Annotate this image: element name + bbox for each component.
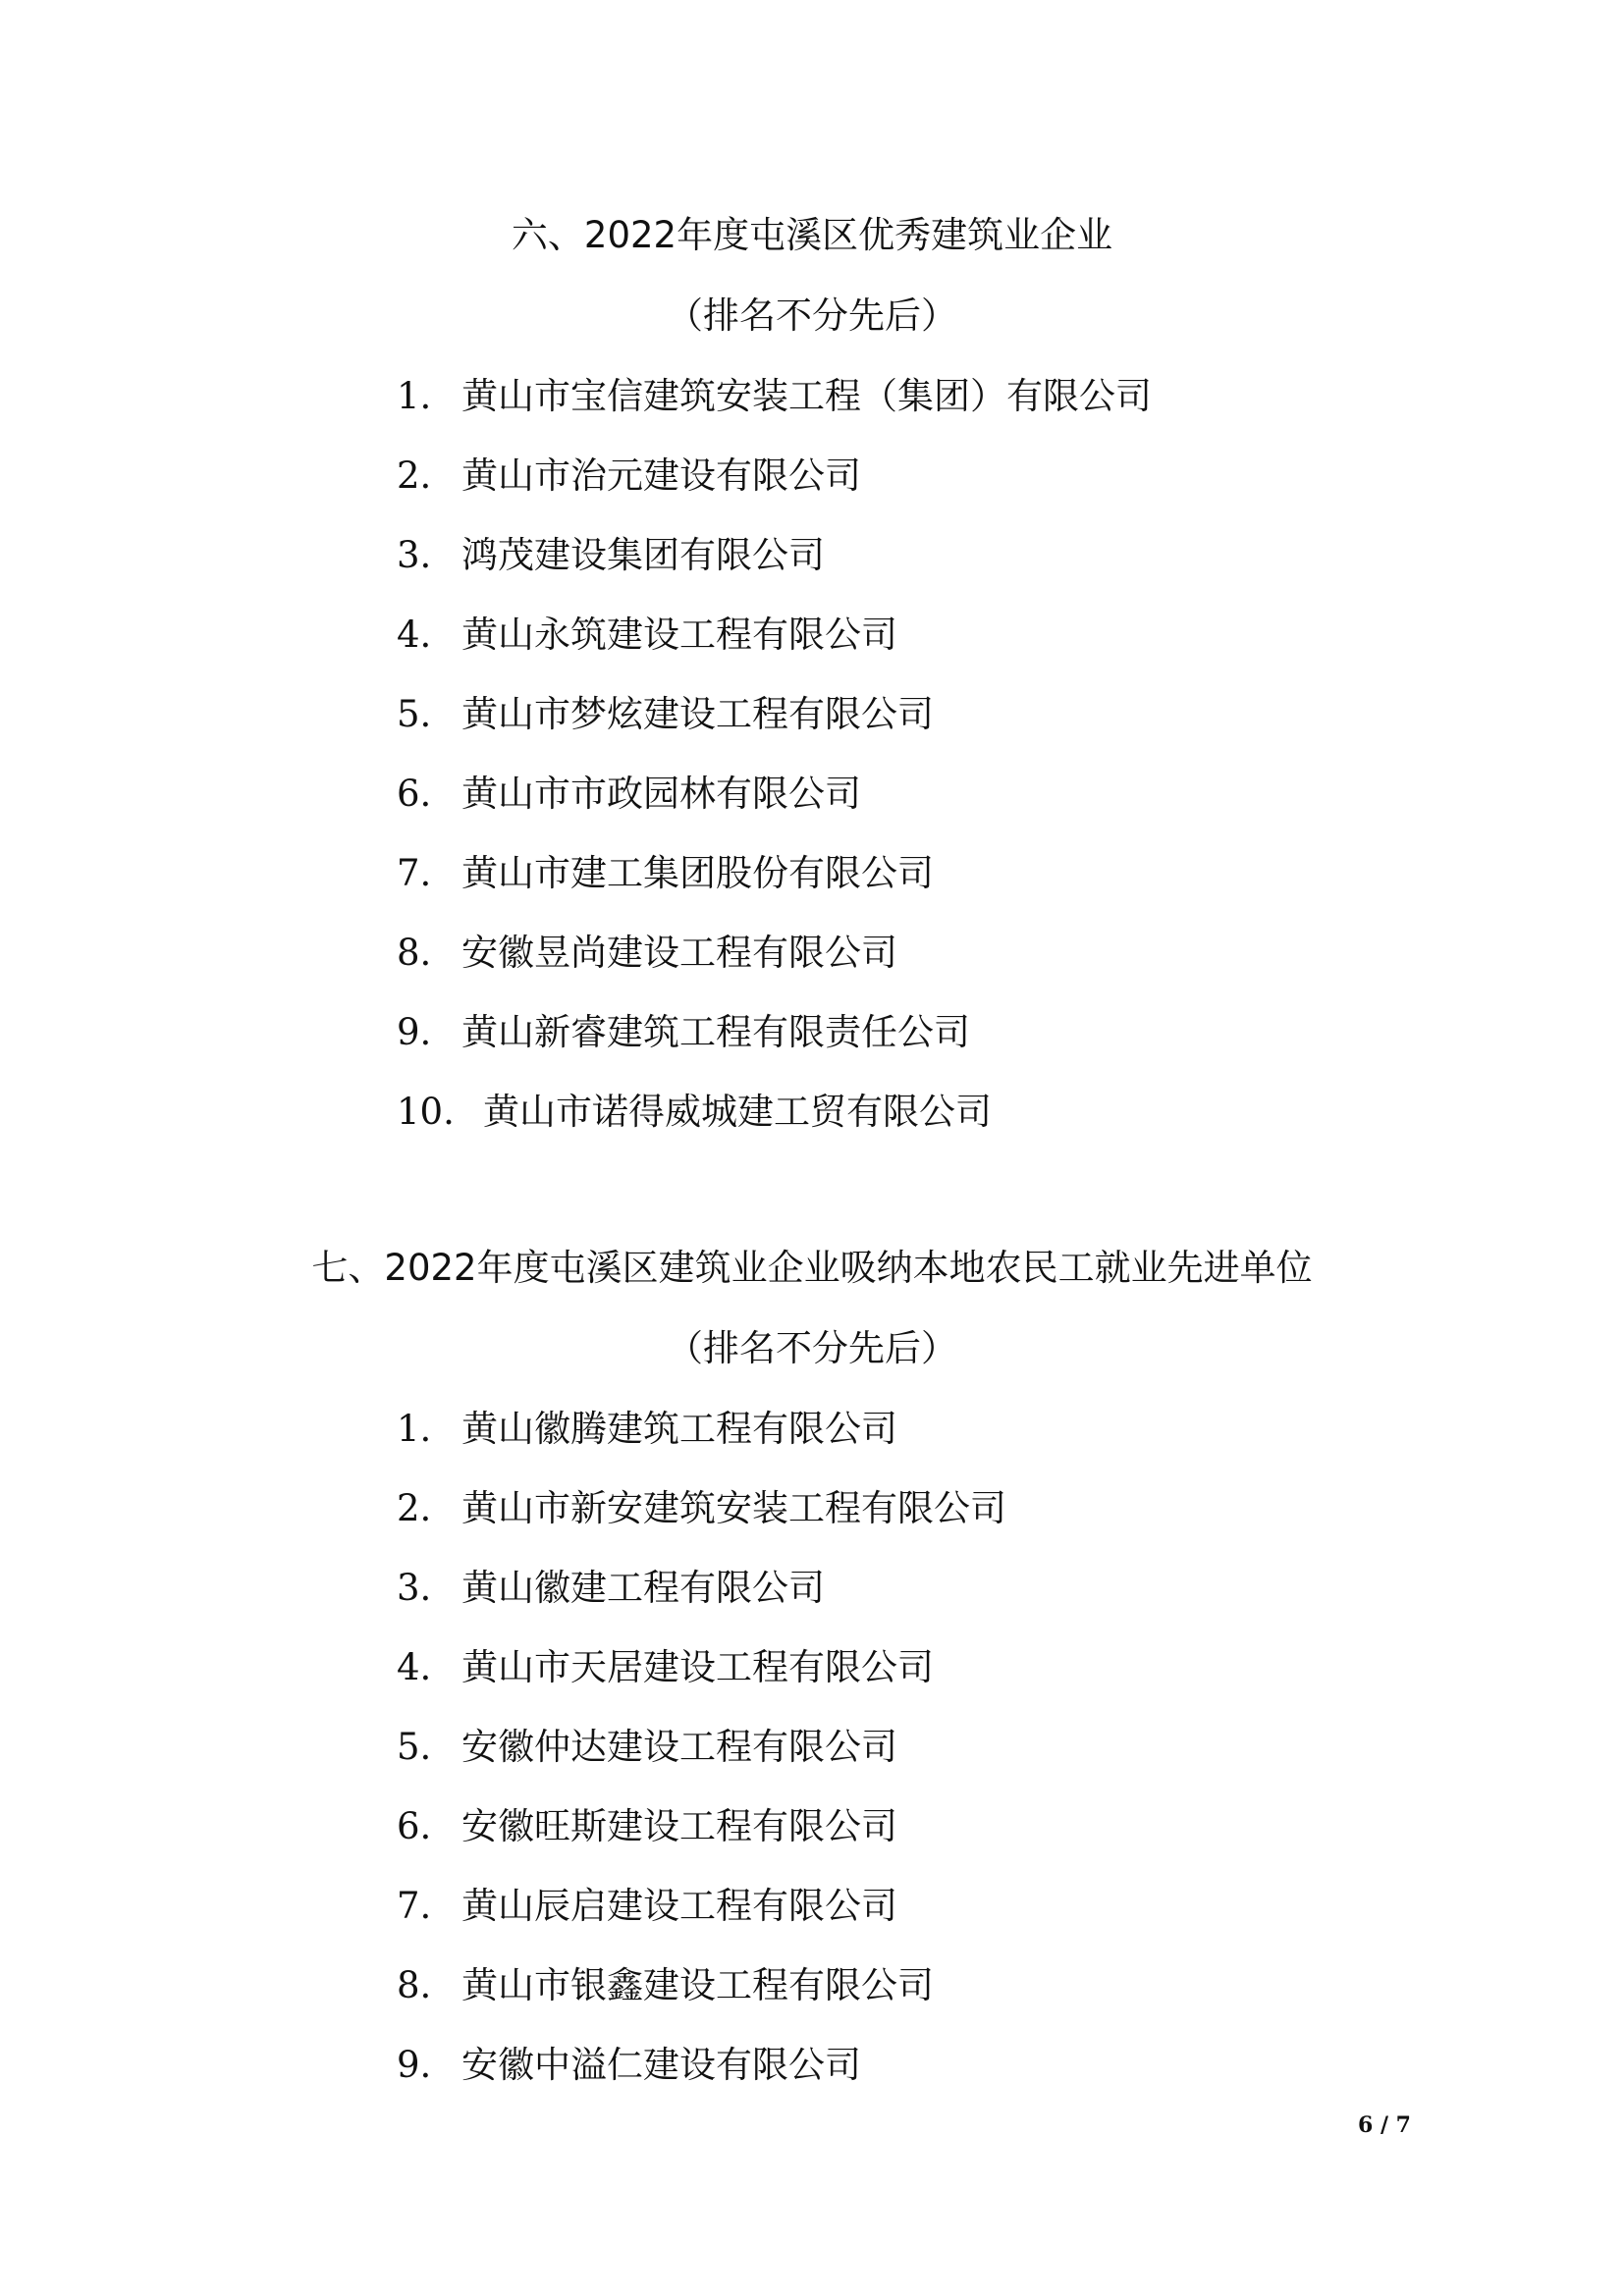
item-name: 黄山永筑建设工程有限公司 <box>461 614 897 656</box>
item-name: 安徽中溢仁建设有限公司 <box>461 2044 861 2086</box>
item-name: 黄山市银鑫建设工程有限公司 <box>461 1964 934 2006</box>
item-number: 1. <box>397 375 432 417</box>
list-item <box>0 1964 1624 2044</box>
item-number: 6. <box>397 773 432 815</box>
section-excellent-enterprises <box>0 214 1624 1170</box>
list-item <box>0 375 1624 454</box>
item-name: 黄山徽建工程有限公司 <box>461 1567 825 1609</box>
item-number: 2. <box>397 1487 432 1529</box>
item-number: 8. <box>397 932 432 974</box>
list-item <box>0 614 1624 693</box>
item-number: 2. <box>397 454 432 497</box>
list-item <box>0 1726 1624 1805</box>
list-item <box>0 773 1624 852</box>
item-number: 8. <box>397 1964 432 2006</box>
item-name: 安徽昱尚建设工程有限公司 <box>461 932 897 974</box>
item-number: 4. <box>397 614 432 656</box>
section-subtitle: （排名不分先后） <box>667 294 957 337</box>
page-number: 6 / 7 <box>1358 2112 1411 2138</box>
list-item <box>0 693 1624 773</box>
item-name: 安徽仲达建设工程有限公司 <box>461 1726 897 1768</box>
list-item <box>0 454 1624 534</box>
item-name: 黄山市治元建设有限公司 <box>461 454 861 497</box>
item-name: 鸿茂建设集团有限公司 <box>461 534 825 576</box>
item-name: 安徽旺斯建设工程有限公司 <box>461 1805 897 1847</box>
item-number: 9. <box>397 2044 432 2086</box>
enterprise-list <box>0 375 1624 1170</box>
list-item <box>0 1091 1624 1170</box>
item-name: 黄山市新安建筑安装工程有限公司 <box>461 1487 1006 1529</box>
list-item <box>0 1567 1624 1646</box>
list-item <box>0 1885 1624 1964</box>
list-item <box>0 1011 1624 1091</box>
list-item <box>0 534 1624 614</box>
item-name: 黄山市宝信建筑安装工程（集团）有限公司 <box>461 375 1152 417</box>
item-name: 黄山徽腾建筑工程有限公司 <box>461 1408 897 1450</box>
list-item <box>0 2044 1624 2123</box>
section-title: 六、2022年度屯溪区优秀建筑业企业 <box>511 214 1113 256</box>
list-item <box>0 1805 1624 1885</box>
list-item <box>0 1487 1624 1567</box>
item-number: 10. <box>397 1091 455 1133</box>
item-name: 黄山市诺得威城建工贸有限公司 <box>483 1091 992 1133</box>
item-number: 5. <box>397 693 432 735</box>
list-item <box>0 1408 1624 1487</box>
item-number: 3. <box>397 1567 432 1609</box>
item-number: 1. <box>397 1408 432 1450</box>
list-item <box>0 1646 1624 1726</box>
item-name: 黄山市建工集团股份有限公司 <box>461 852 934 894</box>
item-number: 6. <box>397 1805 432 1847</box>
item-name: 黄山市市政园林有限公司 <box>461 773 861 815</box>
list-item <box>0 852 1624 932</box>
item-name: 黄山新睿建筑工程有限责任公司 <box>461 1011 970 1053</box>
item-name: 黄山辰启建设工程有限公司 <box>461 1885 897 1927</box>
item-number: 4. <box>397 1646 432 1688</box>
section-title: 七、2022年度屯溪区建筑业企业吸纳本地农民工就业先进单位 <box>311 1247 1313 1289</box>
item-number: 3. <box>397 534 432 576</box>
section-employment-advanced-units <box>0 1247 1624 2123</box>
item-name: 黄山市天居建设工程有限公司 <box>461 1646 934 1688</box>
item-number: 5. <box>397 1726 432 1768</box>
enterprise-list <box>0 1408 1624 2123</box>
section-subtitle: （排名不分先后） <box>667 1327 957 1369</box>
item-number: 9. <box>397 1011 432 1053</box>
item-number: 7. <box>397 1885 432 1927</box>
item-name: 黄山市梦炫建设工程有限公司 <box>461 693 934 735</box>
list-item <box>0 932 1624 1011</box>
item-number: 7. <box>397 852 432 894</box>
